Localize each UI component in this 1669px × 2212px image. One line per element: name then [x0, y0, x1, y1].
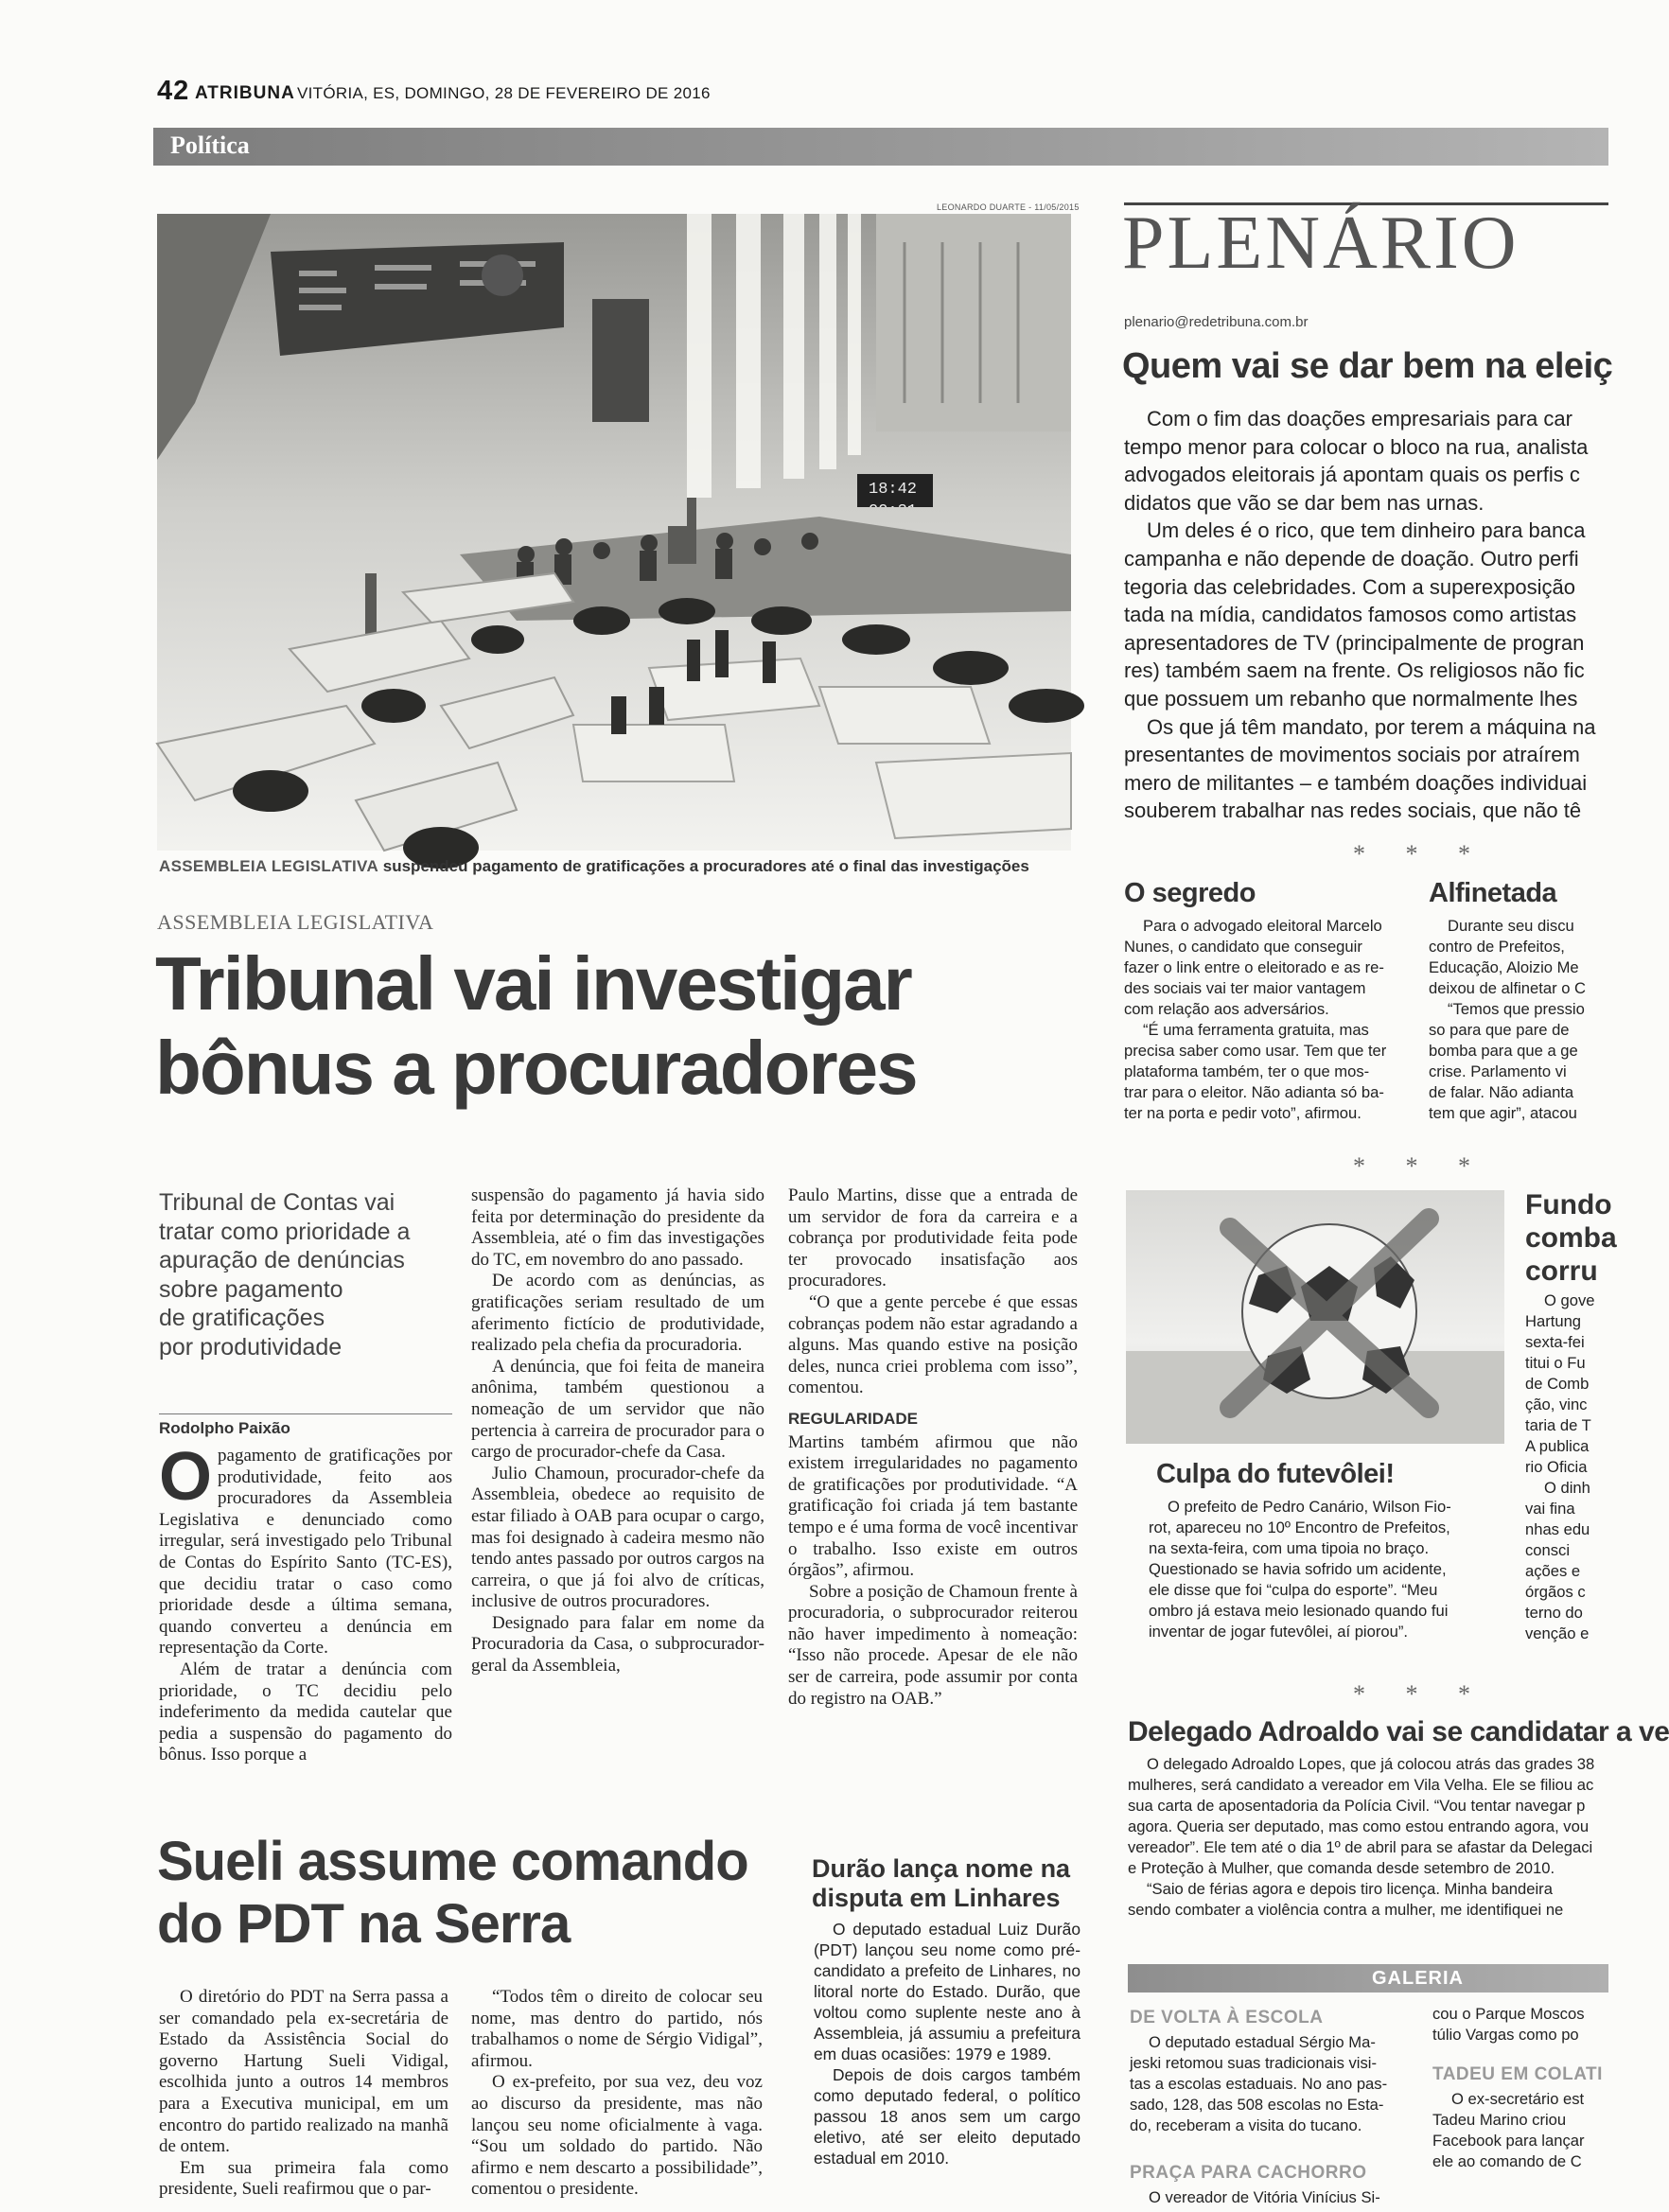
text-line: O dinh [1544, 1479, 1590, 1497]
paragraph: pagamento de gratificações por produtividade, feito aos procuradores da Assembleia Legislativa e denunciado como irregular, será investigado pelo Tribunal de Contas do Espírito Santo (TC-ES), que decidiu tratar o caso como prioridade desde a última semana, quando converteu a denúncia em representação da Corte. [159, 1446, 452, 1659]
headline-line-2: bônus a procuradores [155, 1026, 917, 1110]
story-column-2 [471, 1185, 764, 1793]
byline-rule [159, 1413, 452, 1414]
escola-body [1130, 2032, 1414, 2136]
text-line: tempo menor para colocar o bloco na rua, analista [1124, 434, 1589, 459]
text-line: campanha e não depende de doação. Outro perfi [1124, 546, 1579, 571]
photo-credit: LEONARDO DUARTE - 11/05/2015 [937, 202, 1080, 212]
subhead: REGULARIDADE [788, 1409, 918, 1428]
separator-stars: * * * [1353, 1152, 1487, 1180]
paragraph: “O que a gente percebe é que essas cobranças podem não estar agradando a alguns. Mas quando estive na posição deles, nunca criei problema com isso”, comentou. [788, 1291, 1078, 1398]
dateline: VITÓRIA, ES, DOMINGO, 28 DE FEVEREIRO DE 2016 [297, 84, 711, 102]
text-line: O deputado estadual Sérgio Ma- [1149, 2033, 1376, 2051]
text-line: inventar de jogar futevôlei, aí piorou”. [1149, 1623, 1408, 1641]
text-line: Hartung [1525, 1312, 1582, 1330]
fundo-title [1525, 1188, 1617, 1292]
text-line: Os que já têm mandato, por terem a máquina na [1147, 714, 1596, 739]
text-line: trar para o eleitor. Não adianta só ba- [1124, 1083, 1384, 1101]
page-header [157, 76, 1595, 114]
text-line: na sexta-feira, com uma tipoia no braço. [1149, 1539, 1430, 1557]
alfinetada-title: Alfinetada [1429, 878, 1557, 908]
text-line: vereador”. Ele tem até o dia 1º de abril para se afastar da Delegaci [1128, 1838, 1593, 1856]
escola-title: DE VOLTA À ESCOLA [1130, 2008, 1324, 2028]
fundo-title-line: comba [1525, 1222, 1617, 1254]
deck-line: sobre pagamento [159, 1275, 343, 1303]
text-line: A publica [1525, 1437, 1590, 1455]
text-line: Questionado se havia sofrido um acidente, [1149, 1560, 1447, 1578]
story-column-1 [159, 1439, 452, 1792]
text-line: advogados eleitorais já apontam quais os perfis c [1124, 463, 1580, 487]
text-line: sua carta de aposentadoria da Polícia Civil. “Vou tentar navegar p [1128, 1797, 1586, 1815]
text-line: apresentadores de TV (principalmente de progran [1124, 630, 1585, 655]
deck-line: tratar como prioridade a [159, 1218, 411, 1245]
delegado-title: Delegado Adroaldo vai se candidatar a ve [1128, 1716, 1669, 1747]
text-line: Nunes, o candidato que conseguir [1124, 938, 1362, 956]
page-number: 42 [157, 76, 190, 106]
fundo-body [1525, 1290, 1608, 1650]
paragraph: O deputado estadual Luiz Durão (PDT) lançou seu nome como pré-candidato a prefeito de Linhares, no litoral norte do Estado. Durão, que voltou como suplente neste ano à Assembleia, já assumiu a prefeitura em duas ocasiões: 1979 e 1989. [814, 1920, 1080, 2063]
text-line: Educação, Aloizio Me [1429, 958, 1579, 976]
text-line: consci [1525, 1541, 1571, 1559]
paragraph: Designado para falar em nome da Procuradoria da Casa, o subprocurador-geral da Assembleia, [471, 1612, 764, 1677]
text-line: Um deles é o rico, que tem dinheiro para banca [1147, 518, 1586, 543]
deck-line: Tribunal de Contas vai [159, 1189, 395, 1216]
text-line: deixou de alfinetar o C [1429, 979, 1587, 997]
text-line: com relação aos adversários. [1124, 1000, 1329, 1018]
text-line: Facebook para lançar [1432, 2132, 1585, 2150]
deck-line: de gratificações [159, 1305, 325, 1331]
text-line: túlio Vargas como po [1432, 2026, 1579, 2044]
deck-line: por produtividade [159, 1333, 343, 1361]
text-line: “É uma ferramenta gratuita, mas [1143, 1021, 1369, 1039]
text-line: O delegado Adroaldo Lopes, que já colocou atrás das grades 38 [1147, 1755, 1595, 1773]
text-line: ter na porta e pedir voto”, afirmou. [1124, 1104, 1362, 1122]
sueli-headline-line-1: Sueli assume comando [157, 1831, 748, 1892]
text-line: ombro já estava meio lesionado quando fui [1149, 1602, 1449, 1620]
text-line: mero de militantes – e também doações individuai [1124, 770, 1588, 795]
separator-stars: * * * [1353, 840, 1487, 868]
text-line: didatos que vão se dar bem nas urnas. [1124, 490, 1485, 515]
text-line: “Saio de férias agora e depois tiro licença. Minha bandeira [1147, 1880, 1553, 1898]
text-line: ações e [1525, 1562, 1581, 1580]
text-line: so para que pare de [1429, 1021, 1570, 1039]
plenario-title: PLENÁRIO [1122, 202, 1520, 285]
assembly-photo [157, 214, 1071, 851]
text-line: souberem trabalhar nas redes sociais, que não tê [1124, 799, 1582, 823]
paragraph: Em sua primeira fala como presidente, Sueli reafirmou que o par- [159, 2157, 448, 2200]
text-line: agora. Queria ser deputado, mas como estou entrando agora, vou [1128, 1817, 1590, 1835]
fundo-title-line: Fundo [1525, 1189, 1612, 1220]
paragraph: Martins também afirmou que não existem irregularidades no pagamento de gratificações por produtividade. “A gratificação foi criada já tem bastante tempo e é uma forma de você incentivar o trabalho. Isso existe em outros órgãos”, afirmou. [788, 1431, 1078, 1581]
text-line: do, receberam a visita do tucano. [1130, 2116, 1362, 2134]
segredo-body [1124, 916, 1408, 1124]
crossed-football-image [1126, 1190, 1504, 1444]
football-illustration [1126, 1190, 1504, 1444]
section-bar [153, 128, 1608, 166]
text-line: titui o Fu [1525, 1354, 1586, 1372]
text-line: que possuem um rebanho que normalmente lhes [1124, 686, 1578, 711]
story-column-3 [788, 1185, 1078, 1793]
story-deck [159, 1188, 462, 1361]
text-line: cou o Parque Moscos [1432, 2005, 1585, 2023]
text-line: O gove [1544, 1291, 1595, 1309]
deck-line: apuração de denúncias [159, 1247, 405, 1273]
assembly-plenary-image [157, 214, 1071, 851]
photo-caption [159, 857, 1086, 876]
tadeu-title: TADEU EM COLATI [1432, 2064, 1603, 2084]
durao-headline-line-2: disputa em Linhares [812, 1884, 1061, 1912]
text-line: tada na mídia, candidatos famosos como artistas [1124, 603, 1577, 627]
text-line: des sociais vai ter maior vantagem [1124, 979, 1366, 997]
text-line: plataforma também, ter o que mos- [1124, 1062, 1370, 1080]
futevolei-body [1149, 1497, 1508, 1642]
text-line: terno do [1525, 1604, 1583, 1622]
paragraph: Depois de dois cargos também como deputado federal, o político passou 18 anos sem um cargo eletivo, até ser eleito deputado estadual em 2010. [814, 2065, 1080, 2168]
story-kicker: ASSEMBLEIA LEGISLATIVA [157, 910, 434, 934]
sueli-column-1 [159, 1987, 448, 2212]
sueli-headline [157, 1831, 772, 1956]
text-line: contro de Prefeitos, [1429, 938, 1565, 956]
clock-top: 18:42 [869, 481, 918, 499]
text-line: Para o advogado eleitoral Marcelo [1143, 917, 1382, 935]
text-line: tas a escolas estaduais. No ano pas- [1130, 2075, 1388, 2093]
durao-body [814, 1919, 1080, 2212]
plenario-lead-headline: Quem vai se dar bem na eleiç [1122, 346, 1613, 386]
text-line: Tadeu Marino criou [1432, 2111, 1567, 2129]
paragraph: Paulo Martins, disse que a entrada de um servidor de fora da carreira e a cobrança por produtividade feita pode ter provocado insatisfação aos procuradores. [788, 1185, 1078, 1291]
text-line: ele ao comando de C [1432, 2152, 1582, 2170]
text-line: ele disse que foi “culpa do esporte”. “Meu [1149, 1581, 1438, 1599]
text-line: O ex-secretário est [1451, 2090, 1585, 2108]
paragraph: A denúncia, que foi feita de maneira anônima, também questionou a nomeação de um servidor que não pertencia à carreira de procurador para o cargo de procurador-chefe da Casa. [471, 1356, 764, 1463]
caption-lead: ASSEMBLEIA LEGISLATIVA [159, 857, 379, 875]
text-line: “Temos que pressio [1448, 1000, 1585, 1018]
headline-line-1: Tribunal vai investigar [155, 941, 911, 1026]
text-line: fazer o link entre o eleitorado e as re- [1124, 958, 1384, 976]
cachorro-title: PRAÇA PARA CACHORRO [1130, 2163, 1367, 2183]
plenario-lead-body [1124, 405, 1608, 833]
text-line: de Comb [1525, 1375, 1590, 1393]
paragraph: O ex-prefeito, por sua vez, deu voz ao discurso da presidente, mas não lançou seu nome oficialmente à vaga. “Sou um soldado do partido. Não afirmo e nem descarto a possibilidade”, comentou o presidente. [471, 2072, 763, 2200]
text-line: sendo combater a violência contra a mulher, me identifiquei ne [1128, 1901, 1564, 1919]
text-line: rio Oficia [1525, 1458, 1588, 1476]
paragraph: O diretório do PDT na Serra passa a ser comandado pela ex-secretária de Estado da Assistência Social do governo Hartung Sueli Vidigal, escolhida junto a outros 14 membros para a Executiva municipal, em um encontro do partido realizado na manhã de ontem. [159, 1987, 448, 2157]
plenario-email: plenario@redetribuna.com.br [1124, 314, 1309, 330]
sueli-headline-line-2: do PDT na Serra [157, 1893, 571, 1955]
fundo-title-line: corru [1525, 1255, 1598, 1287]
text-line: tem que agir”, atacou [1429, 1104, 1577, 1122]
text-line: rot, apareceu no 10º Encontro de Prefeitos, [1149, 1519, 1450, 1536]
text-line: precisa saber como usar. Tem que ter [1124, 1042, 1387, 1060]
text-line: e Proteção à Mulher, que comanda desde setembro de 2010. [1128, 1859, 1555, 1877]
caption-text: suspendeu pagamento de gratificações a procuradores até o final das investigações [382, 857, 1029, 875]
text-line: mulheres, será candidato a vereador em Vila Velha. Ele se filiou ac [1128, 1776, 1594, 1794]
text-line: sexta-fei [1525, 1333, 1585, 1351]
text-line: res) também saem na frente. Os religiosos não fic [1124, 658, 1585, 683]
publication-name: ATRIBUNA [195, 83, 295, 103]
paragraph: Sobre a posição de Chamoun frente à procuradoria, o subprocurador reiterou não haver impedimento à nomeação: “Isso não procede. Apesar de ele não ser de carreira, pode assumir por conta do registro na OAB.” [788, 1581, 1078, 1709]
text-line: Durante seu discu [1448, 917, 1574, 935]
galeria-label: GALERIA [1372, 1968, 1464, 1989]
sueli-column-2 [471, 1987, 763, 2212]
text-line: tegoria das celebridades. Com a superexposição [1124, 574, 1575, 599]
paragraph: Além de tratar a denúncia com prioridade, o TC decidiu pelo indeferimento da medida cautelar que pedia a suspensão do pagamento do bônus. Isso porque a [159, 1659, 452, 1765]
durao-headline [812, 1854, 1086, 1913]
text-line: ção, vinc [1525, 1396, 1588, 1413]
text-line: sado, 128, das 508 escolas no Esta- [1130, 2096, 1384, 2114]
text-line: presentantes de movimentos sociais por atraírem [1124, 743, 1580, 767]
galeria-right-column [1432, 1968, 1608, 2212]
segredo-title: O segredo [1124, 878, 1256, 908]
text-line: nhas edu [1525, 1520, 1590, 1538]
alfinetada-body [1429, 916, 1608, 1129]
text-line: venção e [1525, 1624, 1590, 1642]
cachorro-body: O vereador de Vitória Vinícius Si- [1149, 2188, 1380, 2206]
byline: Rodolpho Paixão [159, 1419, 290, 1437]
durao-headline-line-1: Durão lança nome na [812, 1854, 1071, 1883]
text-line: vai fina [1525, 1500, 1575, 1518]
text-line: bomba para que a ge [1429, 1042, 1578, 1060]
paragraph: “Todos têm o direito de colocar seu nome, mas dentro do partido, nós trabalhamos o nome de Sérgio Vidigal”, afirmou. [471, 1987, 763, 2071]
text-line: jeski retomou suas tradicionais visi- [1130, 2054, 1377, 2072]
paragraph: De acordo com as denúncias, as gratificações seriam resultado de um aferimento fictício de produtividade, realizado pela chefia da procuradoria. [471, 1271, 764, 1356]
separator-stars: * * * [1353, 1680, 1487, 1708]
text-line: taria de T [1525, 1416, 1591, 1434]
futevolei-title: Culpa do futevôlei! [1156, 1459, 1395, 1489]
paragraph: suspensão do pagamento já havia sido feita por determinação do presidente da Assembleia, até o fim das investigações do TC, em novembro do ano passado. [471, 1185, 764, 1270]
delegado-body [1128, 1754, 1608, 1924]
text-line: crise. Parlamento vi [1429, 1062, 1567, 1080]
main-headline [155, 942, 1082, 1111]
section-label: Política [170, 132, 250, 159]
text-line: O prefeito de Pedro Canário, Wilson Fio- [1168, 1498, 1451, 1516]
text-line: órgãos c [1525, 1583, 1586, 1601]
drop-cap: O [159, 1439, 213, 1515]
paragraph: Julio Chamoun, procurador-chefe da Assembleia, obedece ao requisito de estar filiado à OAB para ocupar o cargo, mas foi designado à cadeira mesmo não tendo antes passado por outros cargos na carreira, o que já foi alvo de críticas, inclusive de outros procuradores. [471, 1463, 764, 1612]
text-line: de falar. Não adianta [1429, 1083, 1574, 1101]
text-line: Com o fim das doações empresariais para car [1147, 407, 1572, 430]
